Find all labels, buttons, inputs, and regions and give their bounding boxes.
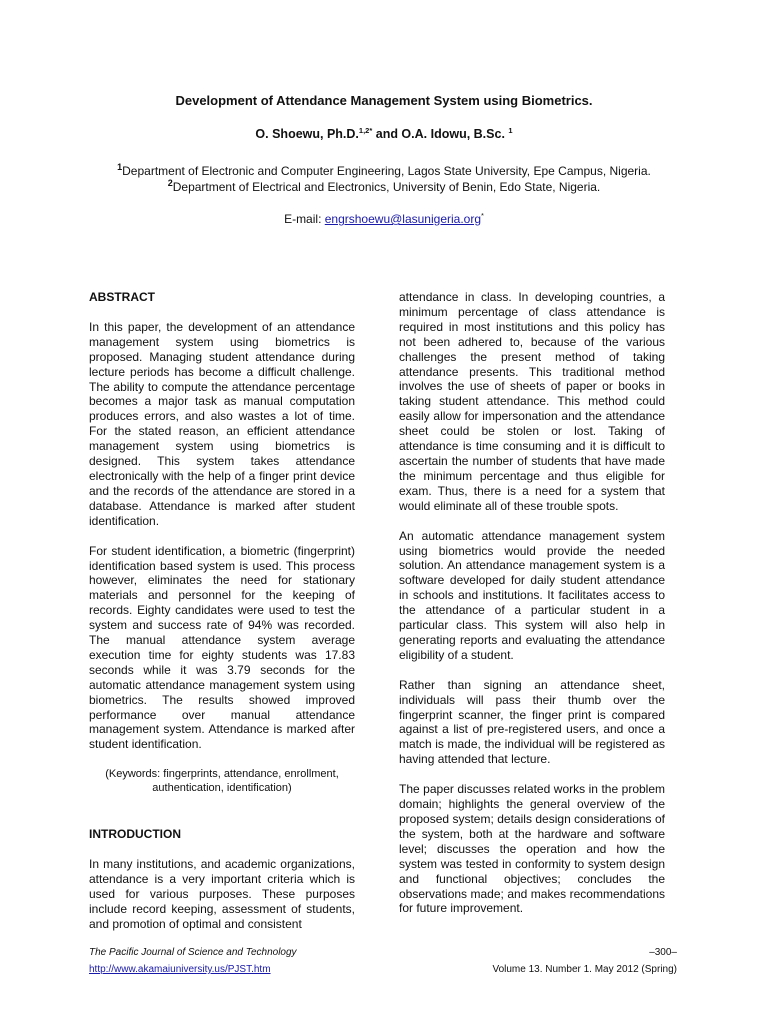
footer-journal-link[interactable]: http://www.akamaiuniversity.us/PJST.htm bbox=[89, 964, 271, 975]
introduction-paragraph-5: The paper discusses related works in the problem domain; highlights the general overview of the proposed system; details design considerations of the system, both at the hardware and software level; discusses the operation and how the system was tested in conformity to system design and functional objectives; concludes the observations made; and makes recommendations for future improvement. bbox=[399, 782, 665, 916]
abstract-heading: ABSTRACT bbox=[89, 290, 155, 304]
left-column bbox=[89, 290, 355, 947]
author-1: O. Shoewu, Ph.D. bbox=[255, 127, 359, 141]
affiliation-1-number: 1 bbox=[117, 162, 123, 172]
keywords-line-1: (Keywords: fingerprints, attendance, enrollment, bbox=[105, 768, 339, 781]
keywords-line-2: authentication, identification) bbox=[152, 782, 292, 795]
footer-page-number: –300– bbox=[649, 947, 677, 958]
introduction-paragraph-1: In many institutions, and academic organizations, attendance is a very important criteria which is used for various purposes. These purposes include record keeping, assessment of students, and promotion of optimal and consistent bbox=[89, 857, 355, 931]
introduction-heading: INTRODUCTION bbox=[89, 827, 181, 842]
abstract-paragraph-2: For student identification, a biometric (fingerprint) identification based system is used. This process however, eliminates the need for stationary materials and personnel for the keeping of records. Eighty candidates were used to test the system and success rate of 94% was recorded. The manual attendance system average execution time for eighty students was 17.83 seconds while it was 3.79 seconds for the automatic attendance management system using biometrics. The results showed improved performance over manual attendance management system. Attendance is marked after student identification. bbox=[89, 543, 355, 752]
introduction-paragraph-2: attendance in class. In developing countries, a minimum percentage of class attendance is required in most institutions and this policy has not been adhered to, because of the various challenges the present method of taking attendance presents. This traditional method involves the use of sheets of paper or books in taking student attendance. This method could easily allow for impersonation and the attendance sheet could be stolen or lost. Taking of attendance is time consuming and it is difficult to ascertain the number of students that have made the minimum percentage and thus eligible for exam. Thus, there is a need for a system that would eliminate all of these trouble spots. bbox=[399, 290, 665, 513]
keywords bbox=[89, 767, 355, 795]
email-label: E-mail: bbox=[284, 212, 325, 226]
email-link[interactable]: engrshoewu@lasunigeria.org bbox=[324, 212, 482, 226]
affiliation-1 bbox=[0, 164, 768, 178]
right-column bbox=[399, 290, 665, 931]
author-2-affiliation-mark: 1 bbox=[508, 125, 513, 135]
affiliation-2 bbox=[0, 180, 768, 194]
footer-journal-name: The Pacific Journal of Science and Technology bbox=[89, 947, 297, 958]
author-line bbox=[0, 127, 768, 141]
affiliation-1-text: Department of Electronic and Computer Engineering, Lagos State University, Epe Campus, Nigeria. bbox=[122, 164, 651, 178]
footer-volume-info: Volume 13. Number 1. May 2012 (Spring) bbox=[492, 964, 677, 975]
affiliation-2-text: Department of Electrical and Electronics, University of Benin, Edo State, Nigeria. bbox=[172, 180, 601, 194]
introduction-paragraph-3: An automatic attendance management system using biometrics would provide the needed solution. An attendance management system is a software developed for daily student attendance in schools and institutions. It facilitates access to the attendance of a particular student in a particular class. This system will also help in generating reports and evaluating the attendance eligibility of a student. bbox=[399, 528, 665, 662]
paper-title: Development of Attendance Management System using Biometrics. bbox=[175, 93, 593, 108]
abstract-paragraph-1: In this paper, the development of an attendance management system using biometrics is proposed. Managing student attendance during lecture periods has become a difficult challenge. The ability to compute the attendance percentage becomes a major task as manual computation produces errors, and also wastes a lot of time. For the stated reason, an efficient attendance management system using biometrics is designed. This system takes attendance electronically with the help of a finger print device and the records of the attendance are stored in a database. Attendance is marked after student identification. bbox=[89, 319, 355, 528]
author-2: and O.A. Idowu, B.Sc. bbox=[372, 127, 509, 141]
email-mark: * bbox=[481, 211, 484, 220]
introduction-paragraph-4: Rather than signing an attendance sheet, individuals will pass their thumb over the fingerprint scanner, the finger print is compared against a list of pre-registered users, and once a match is made, the individual will be registered as having attended that lecture. bbox=[399, 677, 665, 767]
author-1-affiliation-mark: 1,2* bbox=[358, 125, 373, 135]
email-line bbox=[0, 212, 768, 226]
affiliation-2-number: 2 bbox=[167, 178, 173, 188]
